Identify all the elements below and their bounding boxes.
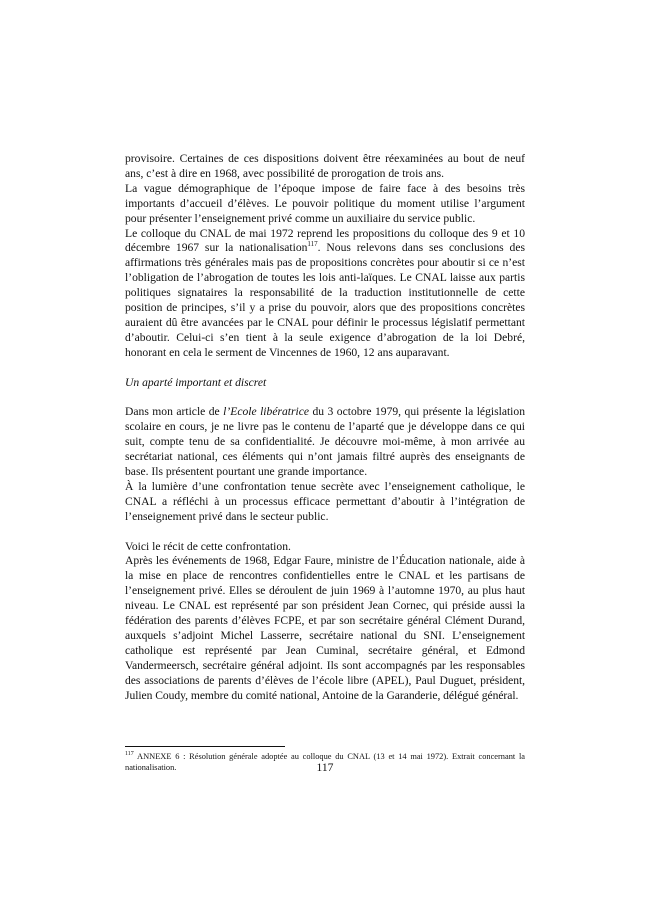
colloquium-text-start: Le colloque du CNAL de mai 1972 reprend les propositions du colloque des 9 et 10 décembre 1967 sur la nationalisation — [125, 226, 525, 255]
paragraph-spacer — [125, 525, 525, 540]
page-number: 117 — [316, 761, 334, 774]
paragraph-spacer — [125, 390, 525, 405]
paragraph-article — [125, 405, 525, 480]
section-heading: Un aparté important et discret — [125, 375, 267, 389]
article-text-start: Dans mon article de — [125, 405, 224, 419]
page-body — [125, 152, 525, 703]
footnote-text: ANNEXE 6 : Résolution générale adoptée au colloque du CNAL (13 et 14 mai 1972). Extrait concernant la nationalisation. — [125, 752, 525, 772]
paragraph-cnal-colloquium — [125, 227, 525, 361]
publication-title: l’Ecole libératrice — [223, 405, 310, 419]
paragraph-demographic-wave: La vague démographique de l’époque impose de faire face à des besoins très importants d’accueil d’élèves. Le pouvoir politique du moment utilise l’argument pour présenter l’enseignement privé comme un auxiliaire du service public. — [125, 181, 525, 225]
colloquium-text-end: . Nous relevons dans ses conclusions des affirmations très générales mais pas de propositions concrètes pour aboutir si ce n’est l’obligation de l’abrogation de toutes les lois anti-laïques. Le CNAL laisse aux partis politiques signataires la responsabilité de la traduction institutionnelle de cette position de principes, s’il y a prise du pouvoir, alors que des propositions concrètes auraient dû être avancées par le CNAL pour définir le processus législatif permettant d’aboutir. Celui-ci s’en tient à la seule exigence d’abrogation de la loi Debré, honorant en cela le serment de Vincennes de 1960, 12 ans auparavant. — [125, 241, 525, 359]
paragraph-confrontation: À la lumière d’une confrontation tenue secrète avec l’enseignement catholique, le CNAL a réfléchi à un processus efficace permettant d’aboutir à l’intégration de l’enseignement privé dans le secteur public. — [125, 479, 525, 523]
article-text-end: du 3 octobre 1979, qui présente la législation scolaire en cours, je ne livre pas le contenu de l’aparté que je développe dans ce qui suit, compte tenu de sa confidentialité. Je découvre moi-même, à mon arrivée au secrétariat national, ces éléments qui n’ont jamais filtré auprès des enseignants de base. Ils présentent pourtant une grande importance. — [125, 405, 525, 478]
footnote-separator — [125, 746, 285, 747]
footnote-number: 117 — [125, 751, 134, 757]
footnote-reference: 117 — [307, 240, 318, 249]
paragraph-spacer — [125, 361, 525, 376]
paragraph-story-intro: Voici le récit de cette confrontation. — [125, 539, 291, 553]
paragraph-meetings: Après les événements de 1968, Edgar Faure, ministre de l’Éducation nationale, aide à la mise en place de rencontres confidentielles entre le CNAL et les partisans de l’enseignement privé. Elles se déroulent de juin 1969 à l’automne 1970, au plus haut niveau. Le CNAL est représenté par son président Jean Cornec, qui préside aussi la fédération des parents d’élèves FCPE, et par son secrétaire général Clément Durand, auxquels s’adjoint Michel Lasserre, secrétaire national du SNI. L’enseignement catholique est représenté par Jean Cuminal, secrétaire général, et Edmond Vandermeersch, secrétaire général adjoint. Ils sont accompagnés par les responsables des associations de parents d’élèves de l’école libre (APEL), Paul Duguet, président, Julien Coudy, membre du comité national, Antoine de la Garanderie, délégué général. — [125, 554, 525, 702]
paragraph-dispositions: provisoire. Certaines de ces dispositions doivent être réexaminées au bout de neuf ans, c’est à dire en 1968, avec possibilité de prorogation de trois ans. — [125, 152, 525, 180]
